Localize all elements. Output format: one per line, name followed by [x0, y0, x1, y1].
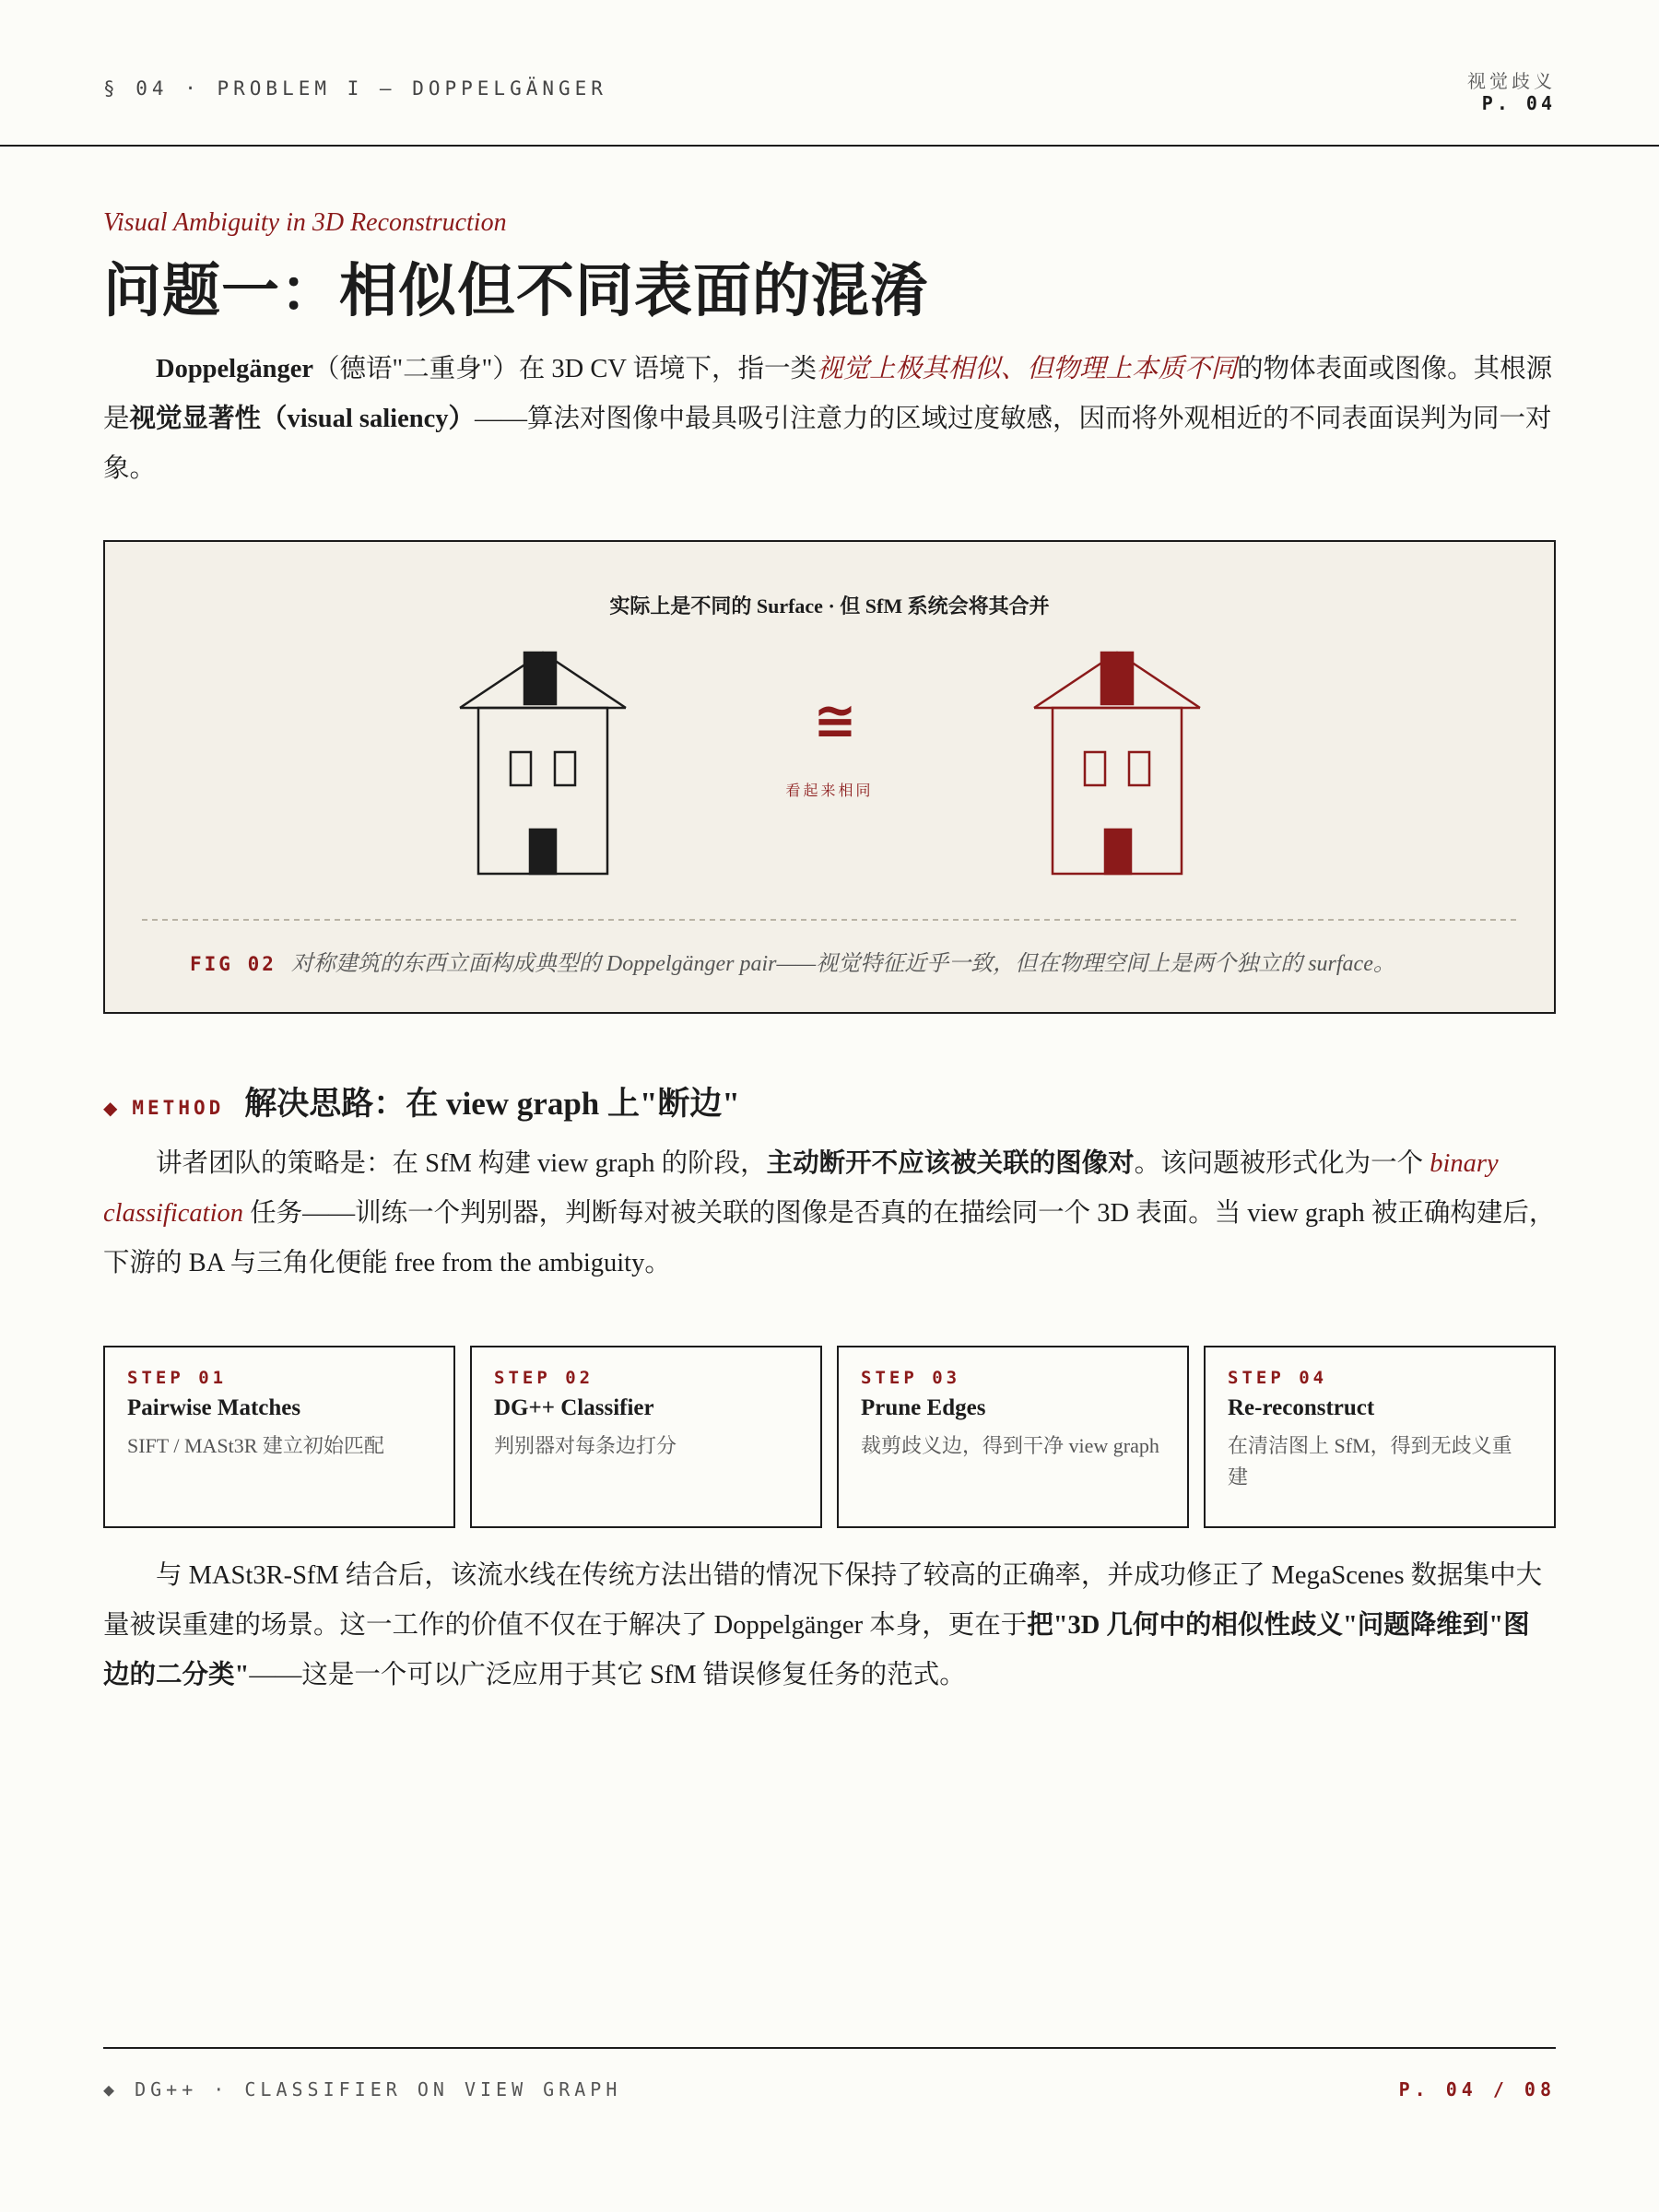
term-saliency: 视觉显著性（visual saliency） — [129, 405, 475, 433]
houses-illustration — [105, 542, 1554, 1012]
approach-text-2: 。该问题被形式化为一个 — [1134, 1149, 1430, 1178]
step-card — [470, 1346, 822, 1528]
figure-heading: 实际上是不同的 Surface · 但 SfM 系统会将其合并 — [609, 594, 1050, 618]
step-number: STEP 03 — [861, 1368, 961, 1388]
figure-tag: FIG 02 — [190, 953, 276, 975]
step-title: Prune Edges — [861, 1395, 986, 1420]
right-house-icon — [1034, 653, 1200, 874]
conclusion-text-1: 与 MASt3R-SfM 结合后，该流水线在传统方法出错的情况下保持了较高的正确率，并成功修正了 MegaScenes 数据集中大量被误重建的场景。这一工作的价值不仅在于解决了 Doppelgänger 本身，更在于 — [103, 1561, 1543, 1640]
footer-divider — [103, 2047, 1556, 2049]
approx-label: 看起来相同 — [785, 782, 874, 799]
step-number: STEP 04 — [1228, 1368, 1328, 1388]
page-title: 问题一：相似但不同表面的混淆 — [103, 257, 929, 324]
term-binary-classification: binary classification — [103, 1149, 1499, 1228]
emphasis-reduction: 把"3D 几何中的相似性歧义"问题降维到"图边的二分类" — [103, 1611, 1530, 1689]
approx-equal-icon: ≅ — [813, 691, 857, 751]
step-card — [1204, 1346, 1556, 1528]
approach-paragraph — [103, 1139, 1556, 1288]
step-number: STEP 02 — [494, 1368, 594, 1388]
approach-text-3: 任务——训练一个判别器，判断每对被关联的图像是否真的在描绘同一个 3D 表面。当 view graph 被正确构建后，下游的 BA 与三角化便能 free from the ambiguity。 — [103, 1199, 1556, 1277]
step-title: DG++ Classifier — [494, 1395, 654, 1420]
step-description: SIFT / MASt3R 建立初始匹配 — [127, 1434, 384, 1457]
step-card — [837, 1346, 1189, 1528]
pipeline-steps — [103, 1346, 1556, 1528]
step-description: 判别器对每条边打分 — [494, 1434, 677, 1457]
subtitle-kicker: Visual Ambiguity in 3D Reconstruction — [103, 208, 507, 237]
method-label: METHOD — [132, 1097, 225, 1119]
conclusion-text-2: ——这是一个可以广泛应用于其它 SfM 错误修复任务的范式。 — [249, 1661, 966, 1689]
left-house-icon — [460, 653, 626, 874]
step-title: Re-reconstruct — [1228, 1395, 1375, 1420]
footer-label: ◆ DG++ · CLASSIFIER ON VIEW GRAPH — [103, 2078, 622, 2100]
term-doppelganger: Doppelgänger — [156, 355, 313, 383]
page-number: P. 04 — [1481, 92, 1556, 114]
step-description: 裁剪歧义边，得到干净 view graph — [861, 1434, 1159, 1457]
footer-page-counter: P. 04 / 08 — [1398, 2078, 1556, 2100]
emphasis-similar: 视觉上极其相似、但物理上本质不同 — [817, 355, 1238, 383]
method-title: 解决思路：在 view graph 上"断边" — [244, 1086, 740, 1122]
conclusion-paragraph — [103, 1551, 1556, 1700]
step-number: STEP 01 — [127, 1368, 228, 1388]
page-header — [0, 0, 1659, 147]
intro-text-3: ——算法对图像中最具吸引注意力的区域过度敏感，因而将外观相近的不同表面误判为同一对象。 — [103, 405, 1552, 483]
topic-label: 视觉歧义 — [1467, 70, 1556, 92]
section-label: § 04 · PROBLEM I — DOPPELGÄNGER — [103, 77, 607, 100]
step-description: 在清洁图上 SfM，得到无歧义重建 — [1228, 1434, 1512, 1488]
figure-caption-text: 对称建筑的东西立面构成典型的 Doppelgänger pair——视觉特征近乎一致，但在物理空间上是两个独立的 surface。 — [290, 952, 1395, 976]
method-heading — [103, 1078, 1556, 1124]
intro-paragraph — [103, 345, 1556, 494]
emphasis-cut-edges: 主动断开不应该被关联的图像对 — [766, 1149, 1135, 1178]
step-title: Pairwise Matches — [127, 1395, 301, 1420]
diamond-icon: ◆ — [103, 1099, 118, 1119]
figure-caption — [190, 945, 1395, 977]
step-card — [103, 1346, 455, 1528]
header-page-info — [1467, 70, 1556, 114]
figure-doppelganger-houses — [103, 540, 1556, 1014]
approach-text-1: 讲者团队的策略是：在 SfM 构建 view graph 的阶段， — [156, 1149, 767, 1178]
intro-text-2: 的物体表面或图像。其根源是 — [103, 355, 1553, 433]
intro-text-1: （德语"二重身"）在 3D CV 语境下，指一类 — [313, 355, 818, 383]
